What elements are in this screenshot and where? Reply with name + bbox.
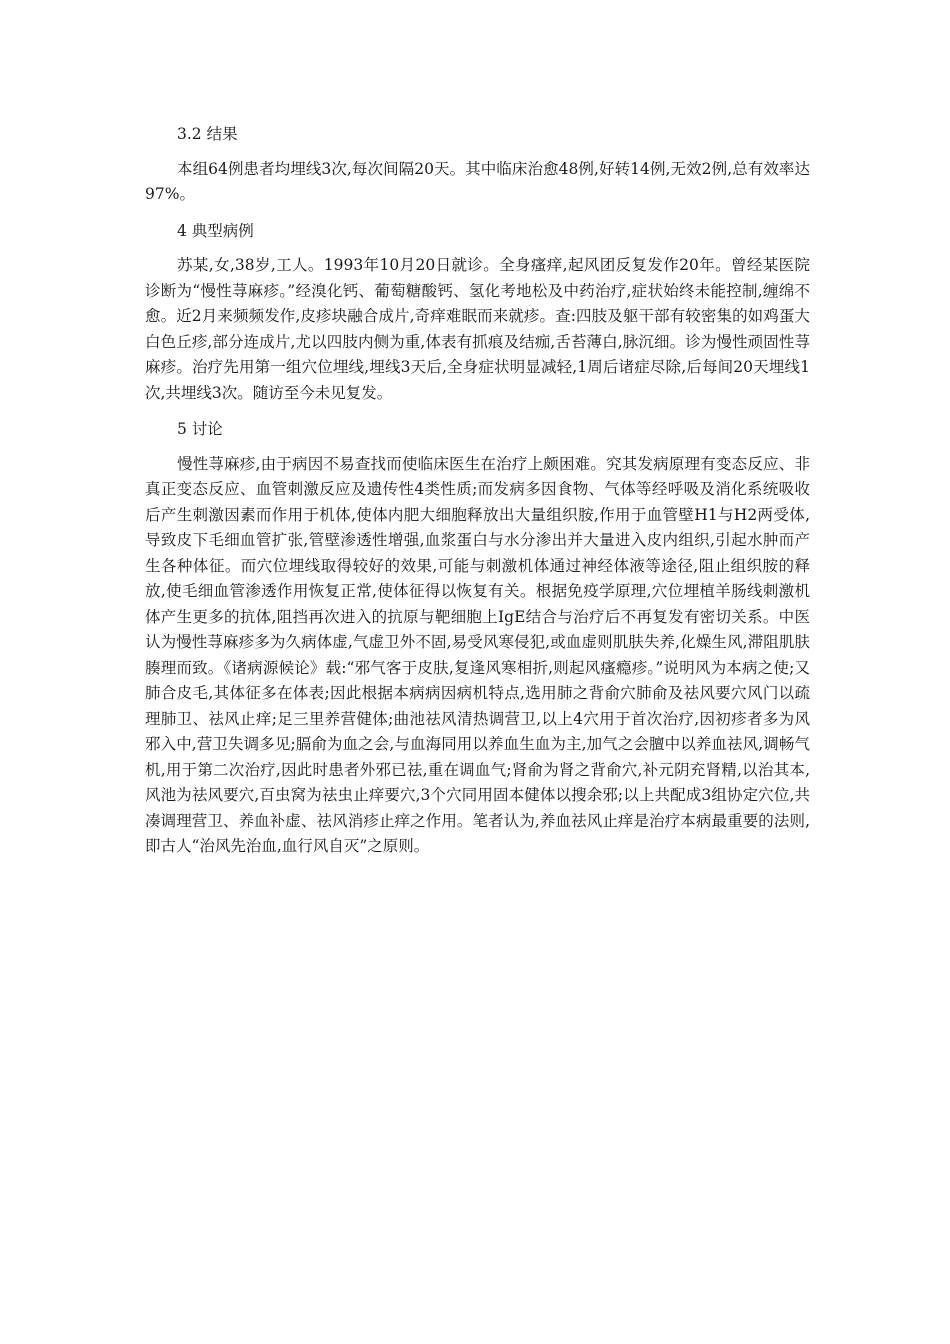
case-paragraph: 苏某,女,38岁,工人。1993年10月20日就诊。全身瘙痒,起风团反复发作20年。曾经某医院诊断为“慢性荨麻疹。”经溴化钙、葡萄糖酸钙、氢化考地松及中药治疗,症状始终未能控制,缠绵不愈。近2月来频频发作,皮疹块融合成片,奇痒难眠而来就疹。查:四肢及躯干部有较密集的如鸡蛋大白色丘疹,部分连成片,尤以四肢内侧为重,体表有抓痕及结痂,舌苔薄白,脉沉细。诊为慢性顽固性荨麻疹。治疗先用第一组穴位埋线,埋线3天后,全身症状明显减轻,1周后诸症尽除,后每间20天埋线1次,共埋线3次。随访至今未见复发。 <box>145 256 810 402</box>
results-paragraph: 本组64例患者均埋线3次,每次间隔20天。其中临床治愈48例,好转14例,无效2例,总有效率达97%。 <box>145 159 810 203</box>
section-heading-results: 3.2 结果 <box>177 125 238 143</box>
document-body <box>145 122 810 871</box>
section-heading-case: 4 典型病例 <box>177 221 254 240</box>
section-heading-discussion: 5 讨论 <box>177 420 223 438</box>
discussion-paragraph: 慢性荨麻疹,由于病因不易查找而使临床医生在治疗上颇困难。究其发病原理有变态反应、非真正变态反应、血管刺激反应及遗传性4类性质;而发病多因食物、气体等经呼吸及消化系统吸收后产生刺激因素而作用于机体,使体内肥大细胞释放出大量组织胺,作用于血管壁H1与H2两受体,导致皮下毛细血管扩张,管壁渗透性增强,血浆蛋白与水分渗出并大量进入皮内组织,引起水肿而产生各种体征。而穴位埋线取得较好的效果,可能与刺激机体通过神经体液等途径,阻止组织胺的释放,使毛细血管渗透作用恢复正常,使体征得以恢复有关。根据免疫学原理,穴位埋植羊肠线刺激机体产生更多的抗体,阻挡再次进入的抗原与靶细胞上IgE结合与治疗后不再复发有密切关系。中医认为慢性荨麻疹多为久病体虚,气虚卫外不固,易受风寒侵犯,或血虚则肌肤失养,化燥生风,滞阻肌肤腠理而致。《诸病源候论》载:“邪气客于皮肤,复逢风寒相折,则起风瘙瘾疹。”说明风为本病之使;又肺合皮毛,其体征多在体表;因此根据本病病因病机特点,选用肺之背俞穴肺俞及祛风要穴风门以疏理肺卫、祛风止痒;足三里养营健体;曲池祛风清热调营卫,以上4穴用于首次治疗,因初疹者多为风邪入中,营卫失调多见;膈俞为血之会,与血海同用以养血生血为主,加气之会膻中以养血祛风,调畅气机,用于第二次治疗,因此时患者外邪已祛,重在调血气;肾俞为肾之背俞穴,补元阴充肾精,以治其本,风池为祛风要穴,百虫窝为祛虫止痒要穴,3个穴同用固本健体以搜余邪;以上共配成3组协定穴位,共凑调理营卫、养血补虚、祛风消疹止痒之作用。笔者认为,养血祛风止痒是治疗本病最重要的法则,即古人“治风先治血,血行风自灭”之原则。 <box>145 454 810 855</box>
